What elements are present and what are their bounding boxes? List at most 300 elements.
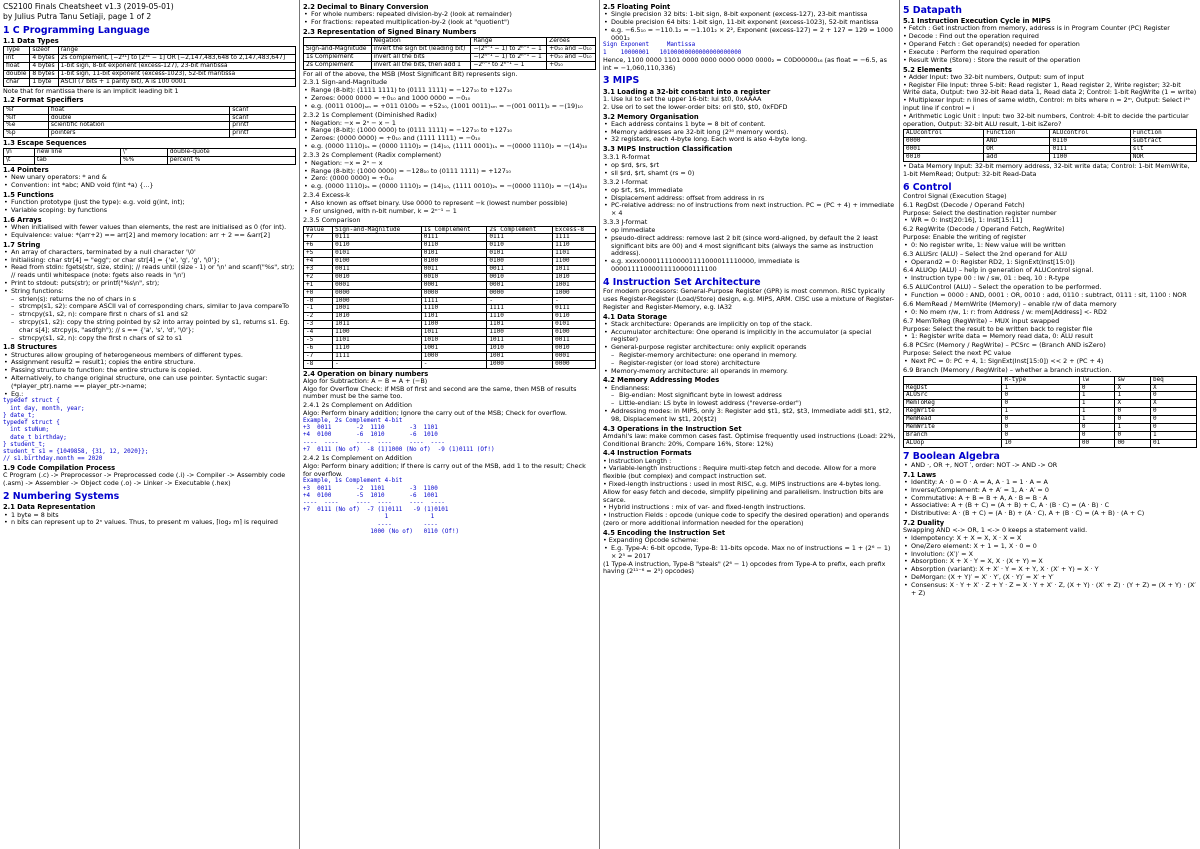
section-heading: 2 Numbering Systems [3,491,120,503]
table-cell: - [487,297,553,305]
bullet-item: • Idempotency: X + X = X, X · X = X [903,535,1197,543]
table-cell: 1110 [421,305,487,313]
subsubsection-heading: 6.7 MemToReg (RegWrite) – MUX input swapped [903,316,1060,325]
column-2 [300,0,600,849]
bullet-item: • e.g. −6.5₁₀ = −110.1₂ = −1.101₂ × 2², Exponent (excess-127) = 2 + 127 = 129 = 1000 0001₂ [603,27,896,43]
subsubsection-heading: 2.3.1 Sign-and-Magnitude [303,78,388,87]
table-cell: 0 [1002,392,1079,400]
bullet-item: • String functions: [3,288,296,296]
table-cell: 2s complement, [−2³¹] to [2³¹ − 1] OR [−2,147,483,648 to 2,147,483,647] [58,55,295,63]
table-cell: 0000 [333,289,422,297]
bullet-item: • Memory addresses are 32-bit long (2³⁰ memory words). [603,129,896,137]
table-row [904,376,1197,384]
paragraph: Algo: Perform binary addition; Ignore the carry out of the MSB; Check for overflow. [303,409,567,418]
table-header-cell: Function [1130,130,1196,138]
table-cell: 0010 [904,154,984,162]
table-cell: 1001 [553,281,596,289]
subsubsection-heading: 6.9 Branch (Memory / RegWrite) – whether a branch instruction. [903,365,1112,374]
paragraph: For modern processors: General-Purpose Register (GPR) is most common. RISC typically uses Register-Register (Load/Store) design, e.g. MIPS, ARM. CISC use a mixture of Register-Register and Register-Memory, e.g. IA32 [603,287,895,311]
subsection-heading: 1.9 Code Compilation Process [3,464,116,473]
table-cell: - [333,360,422,368]
bullet-item: • Zeroes: (0000 0000) = +0₁₀ and (1111 1111) = −0₁₀ [303,135,596,143]
table-row [4,114,296,122]
paragraph: • Multiplexer Input: n lines of same width, Control: m bits where n = 2ᵐ, Output: Select iᵗʰ input line if control = i [903,96,1191,112]
table-cell: +0₁₀ [547,61,596,69]
subsubsection-heading: 6.1 RegDst (Decode / Operand Fetch) [903,200,1025,209]
table-cell: 1s Complement [304,53,372,61]
table-cell: Sign-and-Magnitude [304,45,372,53]
column-4 [900,0,1200,849]
table-row [904,138,1197,146]
table-cell: subtract [1130,138,1196,146]
table-cell: 0100 [421,258,487,266]
table-cell: MemWrite [904,424,1002,432]
bullet-item: • Also known as offset binary. Use 0000 to represent −k (lowest number possible) [303,200,596,208]
subsubsection-heading: 6.6 MemRead / MemWrite (Memory) – enable r/w of data memory [903,299,1117,308]
table-header-cell: sizeof [30,47,58,55]
bullet-item: • Eg.: [3,391,296,399]
paragraph: (1 Type-A instruction, Type-B "steals" (2⁶ − 1) opcodes from Type-A to prefix, each prefix having (2¹¹⁻⁶ = 2⁵) opcodes) [603,559,886,576]
bullet-item: • Absorption: X + X · Y = X, X · (X + Y) = X [903,558,1197,566]
table-cell: 0011 [421,265,487,273]
header-author: by Julius Putra Tanu Setiaji, page 1 of 2 [3,11,152,21]
data-table [3,106,296,139]
bullet-item: • Equivalence: value: *(arr+2) == arr[2] and memory location: arr + 2 == &arr[2] [3,232,296,240]
table-header-cell: ALUcontrol [1050,130,1130,138]
table-cell: 0 [1079,384,1115,392]
table-header-cell: Value [304,226,333,234]
table-cell: 0101 [487,250,553,258]
table-cell: 0 [1079,424,1115,432]
table-cell: char [4,78,30,86]
table-cell: 1010 [333,313,422,321]
table-cell: 8 bytes [30,70,58,78]
bullet-item: • Function prototype (just the type): e.g. void g(int, int); [3,199,296,207]
bullet-item: • Zero: (0000 0000) = +0₁₀ [303,175,596,183]
table-cell: 0111 [333,234,422,242]
table-cell: invert the sign bit (leading bit) [371,45,471,53]
subsubsection-heading: 2.3.4 Excess-k [303,191,350,200]
table-cell: 1111 [421,297,487,305]
subsection-heading: 1.7 String [3,240,41,249]
table-cell: MemRead [904,416,1002,424]
table-cell: 1101 [421,313,487,321]
table-cell: 1010 [553,273,596,281]
table-cell: 1 [1002,408,1079,416]
paragraph: Algo for Subtraction: A − B = A + (−B) [303,376,428,385]
table-cell: 1101 [553,250,596,258]
subsection-heading: 2.1 Data Representation [3,503,96,512]
table-cell: 1 [1002,384,1079,392]
table-header-cell: Type [4,47,30,55]
table-cell: 0100 [553,329,596,337]
column-1 [0,0,300,849]
table-cell: 1010 [487,344,553,352]
table-cell: -0 [304,297,333,305]
table-cell: 0101 [421,250,487,258]
table-cell: tab [34,157,120,165]
sub-bullet-item: – Register-memory architecture: one operand in memory. [603,352,896,360]
table-cell: 0111 [487,234,553,242]
code-block: Example, 1s Complement 4-bit +3 0011 -2 1101 -3 1100 +4 0100 -5 1010 -6 1001 ---- ---- ---- ---- ---- ---- +7 0111 (No of) -7 (1)0111 -9 (1)0101 1 1 ---- ---- 1000 (No of) 0110 (Of!) [303,478,460,535]
table-cell: 1011 [487,336,553,344]
bullet-item: • 0: No mem r/w, 1: r: from Address / w: mem[Address] <- RD2 [903,309,1197,317]
table-cell: 00 [1115,439,1151,447]
bullet-item: • Negation: −x = 2ⁿ − x [303,160,596,168]
table-cell: 1100 [333,329,422,337]
subsection-heading: 4.3 Operations in the Instruction Set [603,424,742,433]
table-cell: 1011 [333,321,422,329]
table-cell: add [984,154,1050,162]
table-cell: 4 bytes [30,55,58,63]
table-cell: 4 bytes [30,62,58,70]
paragraph: • Variable-length instructions : Require multi-step fetch and decode. Allow for a more flexible (but complex) and compact instruction set. [603,464,877,481]
table-cell: X [1150,384,1196,392]
table-cell: - [421,360,487,368]
table-cell: +0 [304,289,333,297]
table-cell: +0₁₀ and −0₁₀ [547,45,596,53]
section-heading: 1 C Programming Language [3,24,150,36]
paragraph: For all of the above, the MSB (Most Significant Bit) represents sign. [303,69,518,78]
paragraph: Swapping AND <-> OR, 1 <-> 0 keeps a statement valid. [903,526,1088,535]
table-cell: printf [230,130,296,138]
data-table [303,226,596,369]
table-cell: float [4,62,30,70]
paragraph: Algo for Overflow Check: if MSB of first and second are the same, then MSB of results number must be the same too. [303,384,577,401]
table-cell: 1 [1079,416,1115,424]
bullet-item: • e.g. (0000 1110)₂ₛ = (0000 1110)₂ = (14)₁₀, (1111 0010)₂ₛ = −(0000 1110)₂ = −(14)₁₀ [303,183,596,191]
table-header-cell: new line [34,149,120,157]
paragraph: • Hybrid instructions : mix of var- and fixed-length instructions. [603,503,806,512]
table-cell: 0000 [421,289,487,297]
section-heading: 7 Boolean Algebra [903,450,1000,462]
bullet-item: • Alternatively, to change original structure, one can use pointer. Syntactic sugar: (*player_ptr).name == player_ptr->name; [3,375,296,391]
table-cell: 10 [1002,439,1079,447]
subsubsection-heading: 2.3.2 1s Complement (Diminished Radix) [303,110,437,119]
table-cell: 1-bit sign, 8-bit exponent (excess-127), 23-bit mantissa [58,62,295,70]
table-cell: pointers [48,130,229,138]
table-cell: 0010 [553,344,596,352]
paragraph: 2. Use ori to set the lower-order bits: ori $t0, $t0, 0xFDFD [603,102,788,111]
table-cell: 1011 [553,265,596,273]
table-cell: -1 [304,305,333,313]
table-header-cell: Function [984,130,1050,138]
subsection-heading: 1.5 Functions [3,190,54,199]
table-cell: 1100 [421,321,487,329]
table-cell: RegWrite [904,408,1002,416]
sub-bullet-item: – Register-register (or load store) architecture [603,360,896,368]
table-cell: 1010 [421,336,487,344]
bullet-item: • E.g. Type-A: 6-bit opcode, Type-B: 11-bits opcode. Max no of instructions = 1 + (2⁶ − 1) × 2⁵ = 2017 [603,545,896,561]
table-cell: %lf [4,114,49,122]
subsection-heading: 1.1 Data Types [3,37,59,45]
table-cell: 0001 [904,146,984,154]
table-cell: +0₁₀ and −0₁₀ [547,53,596,61]
bullet-item: • Involution: (X′)′ = X [903,551,1197,559]
bullet-item: • Associative: A + (B + C) = (A + B) + C, A · (B · C) = (A · B) · C [903,502,1197,510]
table-header-cell: range [58,47,295,55]
table-header-cell: R-type [1002,376,1079,384]
data-table [903,376,1197,448]
table-cell: X [1115,384,1151,392]
subsubsection-heading: 2.4.1 2s Complement on Addition [303,401,413,410]
table-header-cell: lw [1079,376,1115,384]
paragraph: Purpose: Enable the writing of register [903,233,1027,242]
bullet-item: • Identity: A · 0 = 0 · A = A, A · 1 = 1 · A = A [903,479,1197,487]
table-cell: 1111 [333,352,422,360]
subsection-heading: 3.2 Memory Organisation [603,112,699,121]
table-cell: 1 [1079,400,1115,408]
code-block: Sign Exponent Mantissa 1 10000001 10100000000000000000000 [603,42,742,56]
table-row [4,78,296,86]
table-header-cell: Excess-8 [553,226,596,234]
table-cell: 0 [1002,400,1079,408]
sub-bullet-item: – Big-endian: Most significant byte in lowest address [603,392,896,400]
bullet-item: • Print to stdout: puts(str); or printf("%s\n", str); [3,280,296,288]
bullet-item: • Distributive: A · (B + C) = (A · B) + (A · C), A + (B · C) = (A + B) · (A + C) [903,510,1197,518]
table-cell: 1001 [421,344,487,352]
table-cell: 1011 [421,329,487,337]
header [3,2,296,22]
bullet-item: • Function = 0000 : AND, 0001 : OR, 0010 : add, 0110 : subtract, 0111 : slt, 1100 : NOR [903,292,1197,300]
bullet-item: • e.g. xxxx0000111100001111000011110000, immediate is 00001111000011110000111100 [603,258,896,274]
subsection-heading: 7.2 Duality [903,519,945,528]
table-cell: double [4,70,30,78]
table-cell: %e [4,122,49,130]
section-heading: 5 Datapath [903,5,962,16]
bullet-item: • General-purpose register architecture: only explicit operands [603,344,896,352]
table-cell: 0001 [421,281,487,289]
subsection-heading: 7.1 Laws [903,470,937,479]
table-cell: 1 [1079,392,1115,400]
bullet-item: • For unsigned, with n-bit number, k = 2ⁿ⁻¹ − 1 [303,208,596,216]
table-cell: percent % [167,157,295,165]
table-cell: 1111 [487,305,553,313]
bullet-item: • AND ·, OR +, NOT ′, order: NOT -> AND -> OR [903,462,1197,470]
table-cell: 0 [1115,431,1151,439]
bullet-item: • Structures allow grouping of heterogeneous members of different types. [3,352,296,360]
table-cell: −(2ⁿ⁻¹ − 1) to 2ⁿ⁻¹ − 1 [471,45,547,53]
table-cell: +2 [304,273,333,281]
bullet-item: • e.g. (0011 0100)ₛₘ = +011 0100₂ = +52₁₀, (1001 0011)ₛₘ = −(001 0011)₂ = −(19)₁₀ [303,103,596,111]
table-cell: +3 [304,265,333,273]
table-cell: 1 [1150,431,1196,439]
table-cell: 1001 [333,305,422,313]
subsection-heading: 4.1 Data Storage [603,312,668,321]
table-cell: 1100 [487,329,553,337]
subsection-heading: 5.2 Elements [903,65,953,74]
table-header-cell: %f [4,106,49,114]
paragraph: • Decode : Find out the operation required [903,32,1039,41]
table-cell: 1 [1115,424,1151,432]
data-table [3,46,296,86]
table-cell: 0 [1150,392,1196,400]
subsection-heading: 4.2 Memory Addressing Modes [603,376,720,385]
table-row [304,289,596,297]
table-cell: +4 [304,258,333,266]
subsubsection-heading: 2.3.3 2s Complement (Radix complement) [303,150,442,159]
subsubsection-heading: 2.3.5 Comparison [303,215,361,224]
table-cell: 0011 [333,265,422,273]
column-3 [600,0,900,849]
subsection-heading: 1.3 Escape Sequences [3,139,87,148]
bullet-item: • Endianness: [603,385,896,393]
subsubsection-heading: 3.3.2 I-format [603,177,648,186]
table-cell: 1000 [333,297,422,305]
bullet-item: • Range (8-bit): (1111 1111) to (0111 1111) = −127₁₀ to +127₁₀ [303,87,596,95]
bullet-item: • When initialised with fewer values than elements, the rest are initialised as 0 (for int). [3,224,296,232]
paragraph: Hence, 1100 0000 1101 0000 0000 0000 0000 0000₂ = C0D00000₁₆ (as float = −6.5, as int = −1,060,110,336) [603,55,887,72]
subsection-heading: 2.2 Decimal to Binary Conversion [303,3,429,11]
table-cell: 0000 [904,138,984,146]
table-cell: 1001 [487,352,553,360]
paragraph: Purpose: Select the destination register number [903,208,1057,217]
table-cell: X [1150,400,1196,408]
bullet-item: • An array of characters, terminated by a null character '\0' [3,249,296,257]
bullet-item: • Assignment result2 = result1; copies the entire structure. [3,359,296,367]
subsubsection-heading: 6.3 ALUSrc (ALU) – Select the 2nd operand for ALU [903,249,1068,258]
table-cell: -6 [304,344,333,352]
table-cell: 0100 [333,258,422,266]
bullet-item: • Zeroes: 0000 0000 = +0₁₀ and 1000 0000 = −0₁₀ [303,95,596,103]
table-cell: %% [120,157,167,165]
bullet-item: • Range (8-bit): (1000 0000) = −128₁₀ to (0111 1111) = +127₁₀ [303,168,596,176]
table-cell: AND [984,138,1050,146]
table-cell: invert all the bits, then add 1 [371,61,471,69]
bullet-item: • Absorption (variant): X + X′ · Y = X + Y, X · (X′ + Y) = X · Y [903,566,1197,574]
table-header-cell: beq [1150,376,1196,384]
table-cell: 0101 [333,250,422,258]
table-cell: +7 [304,234,333,242]
table-cell: slt [1130,146,1196,154]
table-cell: -8 [304,360,333,368]
table-cell: scientific notation [48,122,229,130]
paragraph: Purpose: Select the result to be written back to register file [903,324,1093,333]
table-cell: 01 [1150,439,1196,447]
paragraph: Note that for mantissa there is an implicit leading bit 1 [3,86,179,95]
table-row [904,439,1197,447]
table-cell: 0110 [421,242,487,250]
paragraph: • Execute : Perform the required operation [903,47,1040,56]
subsubsection-heading: 6.4 ALUOp (ALU) – help in generation of ALUControl signal. [903,266,1094,275]
table-cell: +5 [304,250,333,258]
bullet-item: • Commutative: A + B = B + A, A · B = B · A [903,495,1197,503]
paragraph: • Operand Fetch : Get operand(s) needed for operation [903,40,1080,49]
paragraph: • Data Memory Input: 32-bit memory address, 32-bit write data; Control: 1-bit MemWrite, 1-bit MemRead; Output: 32-bit Read-Data [903,161,1190,178]
table-cell: 0010 [421,273,487,281]
paragraph: • Instruction Length : [603,456,672,465]
table-cell: 0110 [553,313,596,321]
subsection-heading: 1.2 Format Specifiers [3,96,84,105]
table-cell: 1100 [553,258,596,266]
paragraph: • Expanding Opcode scheme: [603,536,699,545]
bullet-item: • Displacement address: offset from address in rs [603,195,896,203]
table-cell: 0 [1079,431,1115,439]
bullet-item: • New unary operators: * and & [3,174,296,182]
table-cell: Branch [904,431,1002,439]
bullet-item: • Stack architecture: Operands are implicitly on top of the stack. [603,321,896,329]
table-cell: -2 [304,313,333,321]
bullet-item: • Addressing modes: in MIPS, only 3: Register add $t1, $t2, $t3, Immediate addi $t1, $t2, 98, Displacement lw $t1, 20($t2) [603,408,896,424]
bullet-item: • Range (8-bit): (1000 0000) to (0111 1111) = −127₁₀ to +127₁₀ [303,127,596,135]
table-header-cell: ALUcontrol [904,130,984,138]
table-cell: NOR [1130,154,1196,162]
table-cell: -5 [304,336,333,344]
table-cell: 0110 [1050,138,1130,146]
table-cell: 0010 [487,273,553,281]
paragraph: • Fixed-length instructions : used in most RISC, e.g. MIPS instructions are 4-bytes long. Allow for easy fetch and decode, simplify pipelining and parallelism. Instruction bits are scarce. [603,480,884,504]
table-row [4,157,296,165]
table-cell: -7 [304,352,333,360]
table-cell: 0 [1115,408,1151,416]
bullet-item: • Convention: int *abc; AND void f(int *a) {...} [3,182,296,190]
table-cell: X [1115,400,1151,408]
table-header-cell: Sign-and-Magnitude [333,226,422,234]
bullet-item: • For whole numbers: repeated division-by-2 (look at remainder) [303,11,596,19]
bullet-item: • Negation: −x = 2ⁿ − x − 1 [303,120,596,128]
bullet-item: • Accumulator architecture: One operand is implicitly in the accumulator (a special register) [603,329,896,345]
subsubsection-heading: 2.4.2 1s Complement on Addition [303,453,413,462]
table-cell: 0101 [553,321,596,329]
table-cell: 1 [1079,408,1115,416]
bullet-item: • Inverse/Complement: A + A′ = 1, A · A′ = 0 [903,487,1197,495]
bullet-item: • e.g. (0000 1110)₁ₛ = (0000 1110)₂ = (14)₁₀, (1111 0001)₁ₛ = −(0000 1110)₂ = −(14)₁₀ [303,143,596,151]
subsection-heading: 3.3 MIPS Instruction Classification [603,145,733,154]
paragraph: • Adder Input: two 32-bit numbers, Output: sum of input [903,72,1084,81]
table-cell: printf [230,122,296,130]
table-cell: 2s Complement [304,61,372,69]
subsection-heading: 2.3 Representation of Signed Binary Numbers [303,27,477,36]
table-cell: 1 byte [30,78,58,86]
table-cell: %p [4,130,49,138]
table-row [904,146,1197,154]
sub-bullet-item: – strcpy(s1, s2): copy the string pointed by s2 into array pointed by s1, returns s1. Eg. char s[4]; strcpy(s, "asdfgh"); // s == {'a', 's', 'd', '\0'}; [3,319,296,335]
table-cell: ALUop [904,439,1002,447]
table-cell: 1-bit sign, 11-bit exponent (excess-1023), 52-bit mantissa [58,70,295,78]
table-cell: 0011 [553,336,596,344]
table-cell: 0 [1002,424,1079,432]
bullet-item: • One/Zero element: X + 1 = 1, X · 0 = 0 [903,543,1197,551]
table-cell: 0 [1002,431,1079,439]
table-cell: 0000 [553,360,596,368]
table-cell: 0 [1150,408,1196,416]
table-header-cell: 2s Complement [487,226,553,234]
bullet-item: • Consensus: X · Y + X′ · Z + Y · Z = X · Y + X′ · Z, (X + Y) · (X′ + Z) · (Y + Z) = (X + Y) · (X′ + Z) [903,582,1197,598]
table-header-cell: sw [1115,376,1151,384]
table-header-cell: Negation [371,37,471,45]
table-cell: −2ⁿ⁻¹ to 2ⁿ⁻¹ − 1 [471,61,547,69]
paragraph: • Fetch : Get instruction from memory, address is in Program Counter (PC) Register [903,24,1170,33]
subsection-heading: 1.6 Arrays [3,215,42,224]
table-header-cell: scanf [230,106,296,114]
table-row [4,130,296,138]
table-header-cell: double-quote [167,149,295,157]
sub-bullet-item: – strlen(s): returns the no of chars in s [3,296,296,304]
table-cell: 1110 [487,313,553,321]
paragraph: C Program (.c) -> Preprocessor -> Preprocessed code (.i) -> Compiler -> Assembly code (.asm) -> Assembler -> Object code (.o) -> Linker -> Executable (.hex) [3,471,286,488]
table-header-cell [904,376,1002,384]
table-header-cell: Range [471,37,547,45]
table-row [904,154,1197,162]
bullet-item: • 1: Register write data = Memory read data, 0: ALU result [903,333,1197,341]
table-cell: 0110 [487,242,553,250]
data-table [903,129,1197,162]
table-cell: 0001 [553,352,596,360]
bullet-item: • sll $rd, $rt, shamt (rs = 0) [603,170,896,178]
table-cell: -4 [304,329,333,337]
sub-bullet-item: – strncpy(s1, s2, n): copy the first n chars of s2 to s1 [3,335,296,343]
bullet-item: • Each address contains 1 byte = 8 bit of content. [603,121,896,129]
